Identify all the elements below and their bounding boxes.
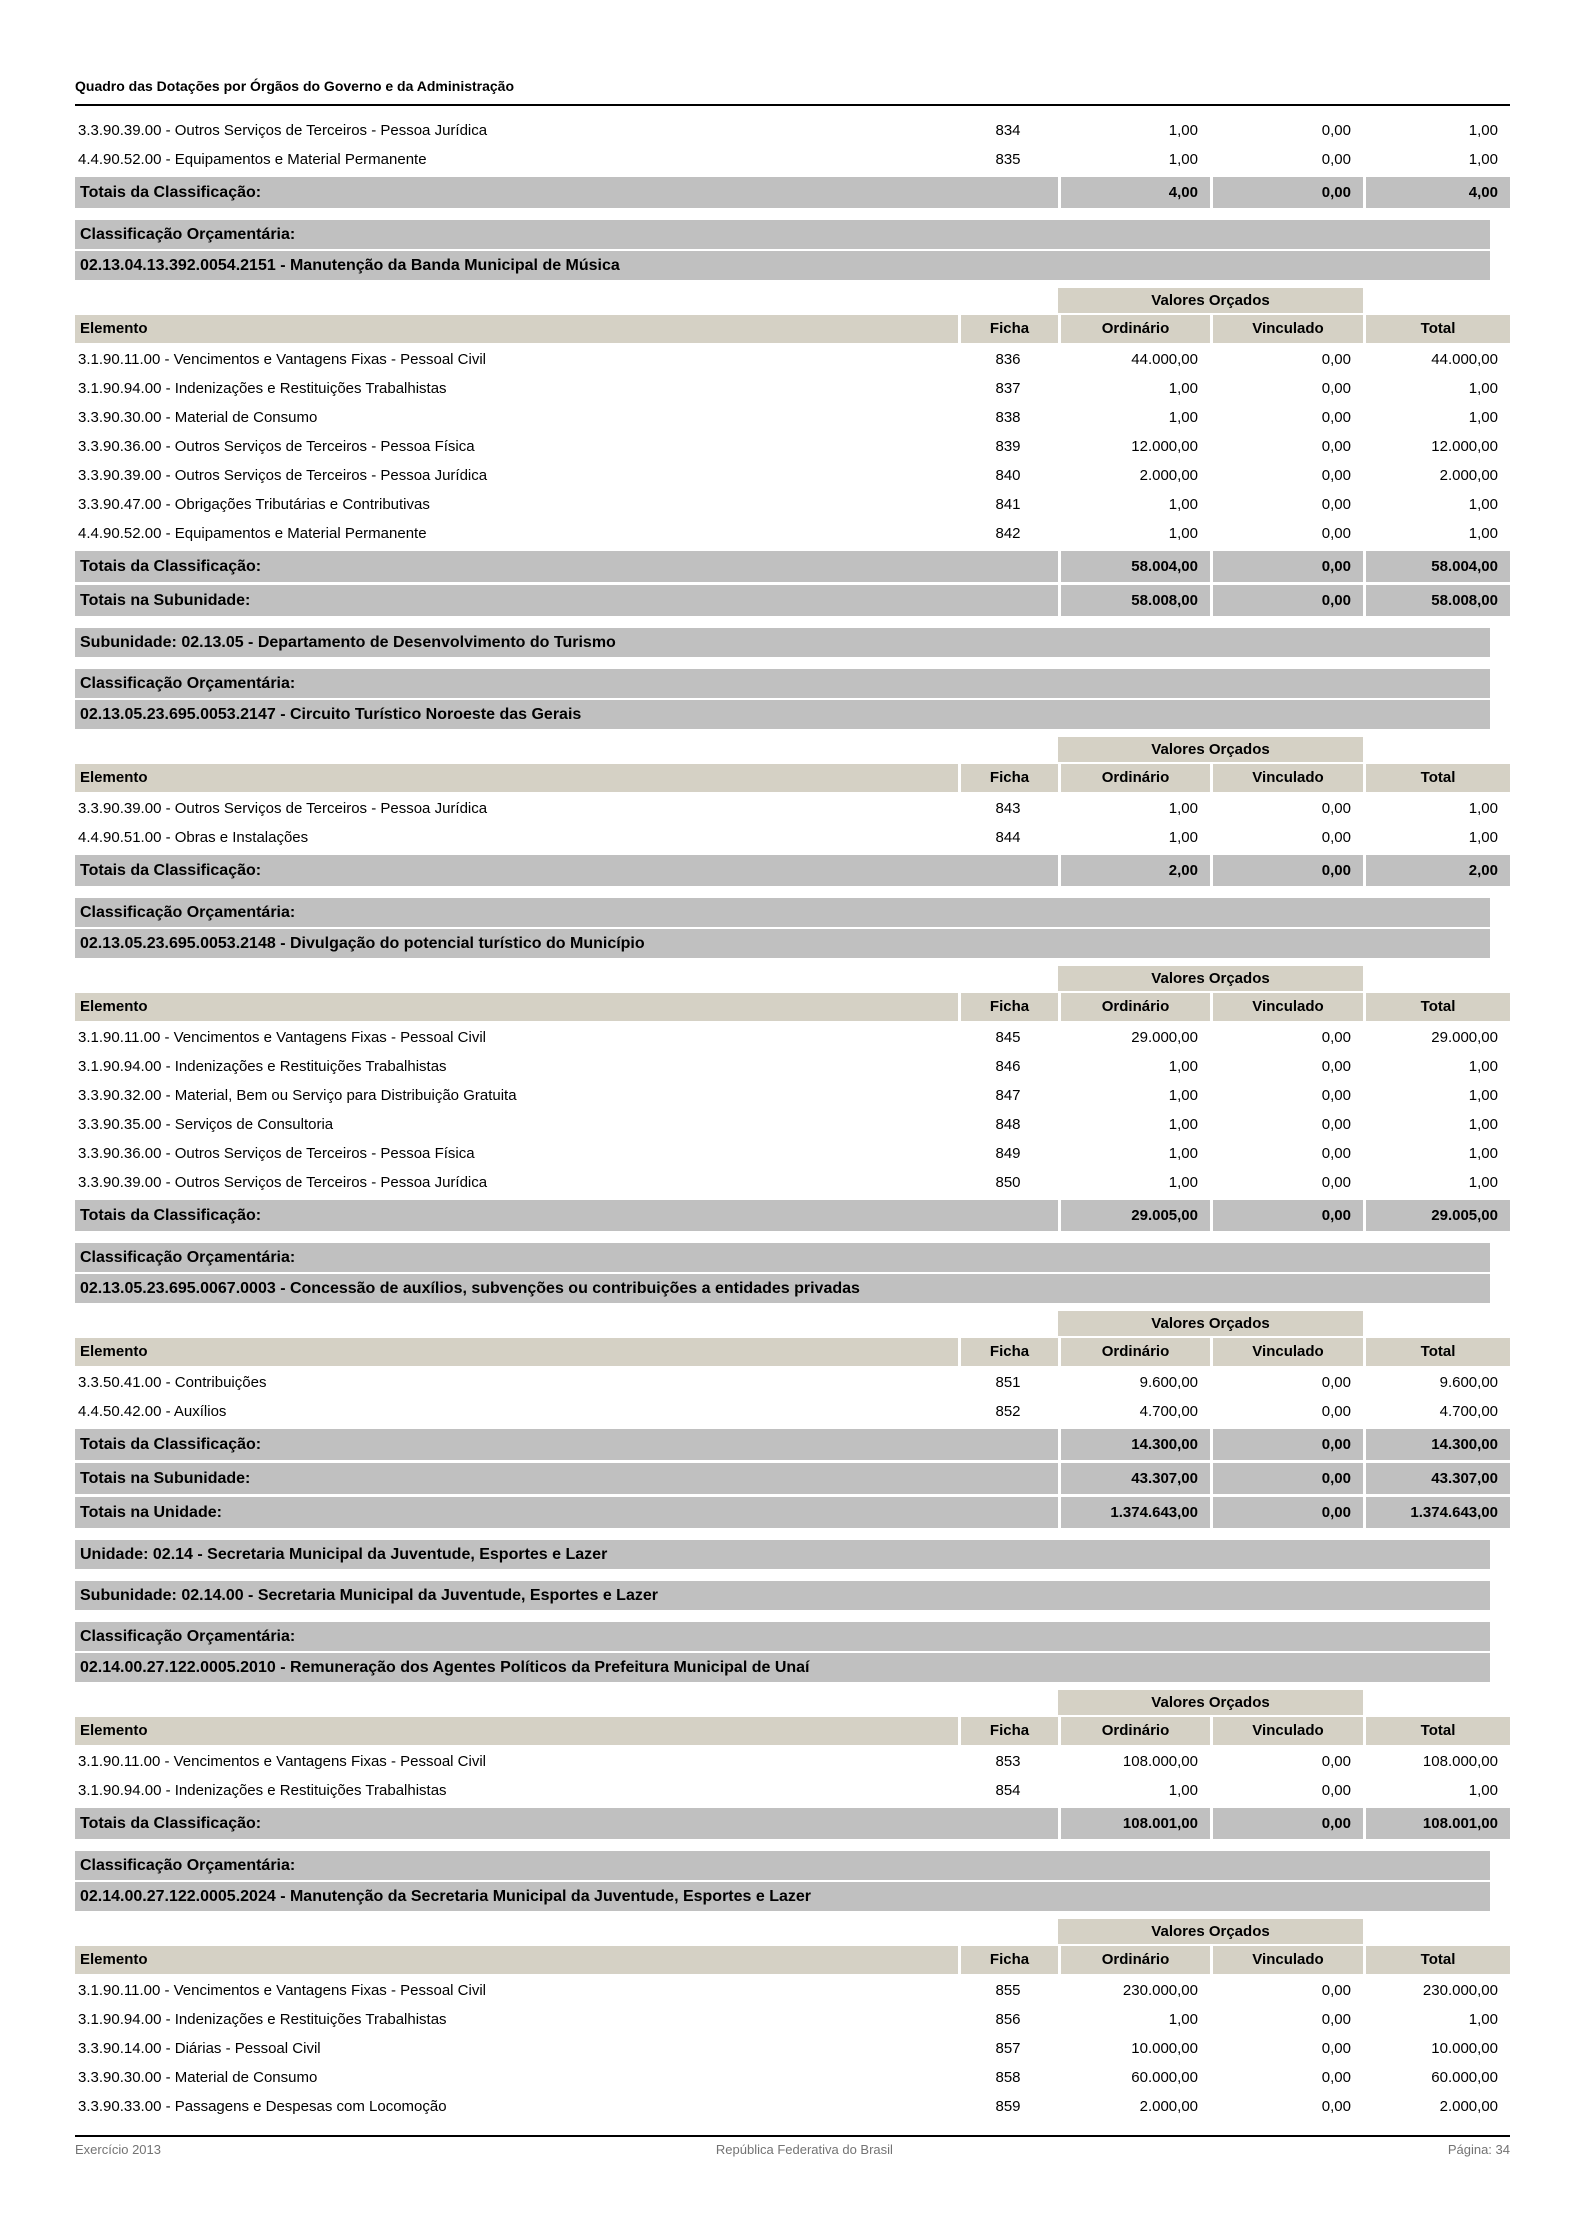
cell-elemento: 3.3.90.14.00 - Diárias - Pessoal Civil: [78, 2040, 321, 2057]
column-header-ordinario: Ordinário: [1058, 1717, 1210, 1745]
cell-ficha: 840: [995, 467, 1021, 484]
cell-total: 1,00: [1468, 380, 1498, 397]
cell-total: 1,00: [1468, 525, 1498, 542]
cell-ordinario: 230.000,00: [1122, 1982, 1198, 1999]
totals-ordinario: 58.004,00: [1058, 551, 1210, 582]
cell-vinculado: 0,00: [1321, 351, 1351, 368]
column-header-total: Total: [1363, 1717, 1510, 1745]
totals-label: Totais na Subunidade:: [75, 585, 1058, 616]
cell-ficha: 841: [995, 496, 1021, 513]
cell-ficha: 842: [995, 525, 1021, 542]
column-headers: [75, 764, 1510, 792]
totals-total: 29.005,00: [1363, 1200, 1510, 1231]
table-row: [75, 490, 1510, 519]
valores-orcados-row: [75, 288, 1510, 313]
cell-vinculado: 0,00: [1321, 1116, 1351, 1133]
cell-ficha: 844: [995, 829, 1021, 846]
cell-total: 1,00: [1468, 1782, 1498, 1799]
cell-ficha: 837: [995, 380, 1021, 397]
cell-vinculado: 0,00: [1321, 1174, 1351, 1191]
totals-row: [75, 1200, 1510, 1231]
table-row: [75, 1110, 1510, 1139]
table-row: [75, 2005, 1510, 2034]
cell-total: 2.000,00: [1439, 467, 1498, 484]
cell-elemento: 3.1.90.94.00 - Indenizações e Restituições Trabalhistas: [78, 2011, 447, 2028]
totals-row: [75, 177, 1510, 208]
cell-total: 230.000,00: [1422, 1982, 1498, 1999]
table-row: [75, 519, 1510, 548]
cell-ficha: 835: [995, 151, 1021, 168]
cell-ordinario: 1,00: [1168, 829, 1198, 846]
totals-ordinario: 29.005,00: [1058, 1200, 1210, 1231]
cell-ficha: 838: [995, 409, 1021, 426]
cell-ficha: 847: [995, 1087, 1021, 1104]
column-header-elemento: Elemento: [75, 1946, 958, 1974]
table-rows: [75, 1368, 1510, 1426]
column-header-ordinario: Ordinário: [1058, 1946, 1210, 1974]
cell-vinculado: 0,00: [1321, 800, 1351, 817]
cell-ficha: 851: [995, 1374, 1021, 1391]
column-header-vinculado: Vinculado: [1210, 993, 1363, 1021]
cell-elemento: 4.4.90.51.00 - Obras e Instalações: [78, 829, 309, 846]
cell-total: 1,00: [1468, 1145, 1498, 1162]
cell-vinculado: 0,00: [1321, 1374, 1351, 1391]
classification-header: Classificação Orçamentária:: [75, 898, 1490, 927]
table-rows: [75, 116, 1510, 174]
totals-label: Totais da Classificação:: [75, 1808, 1058, 1839]
table-row: [75, 1168, 1510, 1197]
cell-elemento: 3.3.50.41.00 - Contribuições: [78, 1374, 267, 1391]
table-row: [75, 2063, 1510, 2092]
page-footer: [75, 2142, 1510, 2157]
column-header-ordinario: Ordinário: [1058, 1338, 1210, 1366]
table-row: [75, 1052, 1510, 1081]
cell-ficha: 839: [995, 438, 1021, 455]
table-row: [75, 794, 1510, 823]
column-headers: [75, 993, 1510, 1021]
table-rows: [75, 1747, 1510, 1805]
cell-total: 1,00: [1468, 2011, 1498, 2028]
table-header: [75, 1690, 1510, 1745]
cell-total: 44.000,00: [1431, 351, 1498, 368]
cell-ordinario: 1,00: [1168, 1174, 1198, 1191]
totals-vinculado: 0,00: [1210, 551, 1363, 582]
cell-total: 108.000,00: [1422, 1753, 1498, 1770]
cell-total: 60.000,00: [1431, 2069, 1498, 2086]
classification-code: 02.14.00.27.122.0005.2024 - Manutenção da Secretaria Municipal da Juventude, Esportes e Lazer: [75, 1882, 1490, 1911]
cell-elemento: 3.1.90.94.00 - Indenizações e Restituições Trabalhistas: [78, 1782, 447, 1799]
cell-elemento: 3.1.90.11.00 - Vencimentos e Vantagens Fixas - Pessoal Civil: [78, 351, 486, 368]
cell-ordinario: 10.000,00: [1131, 2040, 1198, 2057]
table-rows: [75, 1023, 1510, 1197]
report-body: [75, 116, 1510, 2121]
column-header-ficha: Ficha: [958, 764, 1058, 792]
totals-ordinario: 4,00: [1058, 177, 1210, 208]
totals-ordinario: 43.307,00: [1058, 1463, 1210, 1494]
valores-orcados-banner: Valores Orçados: [1058, 966, 1363, 991]
cell-ordinario: 1,00: [1168, 151, 1198, 168]
cell-vinculado: 0,00: [1321, 2011, 1351, 2028]
cell-elemento: 3.1.90.94.00 - Indenizações e Restituições Trabalhistas: [78, 380, 447, 397]
cell-ordinario: 1,00: [1168, 122, 1198, 139]
totals-ordinario: 1.374.643,00: [1058, 1497, 1210, 1528]
cell-ficha: 854: [995, 1782, 1021, 1799]
cell-ficha: 855: [995, 1982, 1021, 1999]
totals-row: [75, 1463, 1510, 1494]
cell-ordinario: 12.000,00: [1131, 438, 1198, 455]
cell-ordinario: 2.000,00: [1139, 2098, 1198, 2115]
cell-vinculado: 0,00: [1321, 1753, 1351, 1770]
cell-total: 4.700,00: [1439, 1403, 1498, 1420]
cell-vinculado: 0,00: [1321, 409, 1351, 426]
footer-page-number: Página: 34: [1447, 2142, 1510, 2157]
cell-vinculado: 0,00: [1321, 1029, 1351, 1046]
cell-vinculado: 0,00: [1321, 829, 1351, 846]
totals-vinculado: 0,00: [1210, 1429, 1363, 1460]
totals-row: [75, 1497, 1510, 1528]
table-row: [75, 1976, 1510, 2005]
cell-ordinario: 1,00: [1168, 1782, 1198, 1799]
table-row: [75, 823, 1510, 852]
cell-ficha: 852: [995, 1403, 1021, 1420]
table-rows: [75, 1976, 1510, 2121]
cell-vinculado: 0,00: [1321, 2040, 1351, 2057]
cell-total: 2.000,00: [1439, 2098, 1498, 2115]
classification-section: [75, 220, 1510, 280]
cell-elemento: 3.1.90.11.00 - Vencimentos e Vantagens Fixas - Pessoal Civil: [78, 1982, 486, 1999]
table-row: [75, 1139, 1510, 1168]
totals-ordinario: 58.008,00: [1058, 585, 1210, 616]
table-rows: [75, 794, 1510, 852]
cell-ficha: 853: [995, 1753, 1021, 1770]
cell-ficha: 856: [995, 2011, 1021, 2028]
totals-total: 1.374.643,00: [1363, 1497, 1510, 1528]
cell-ordinario: 1,00: [1168, 1058, 1198, 1075]
column-headers: [75, 1717, 1510, 1745]
totals-label: Totais da Classificação:: [75, 855, 1058, 886]
valores-orcados-banner: Valores Orçados: [1058, 737, 1363, 762]
table-row: [75, 145, 1510, 174]
column-header-total: Total: [1363, 993, 1510, 1021]
totals-ordinario: 2,00: [1058, 855, 1210, 886]
classification-section: [75, 1243, 1510, 1303]
totals-vinculado: 0,00: [1210, 585, 1363, 616]
cell-elemento: 3.3.90.33.00 - Passagens e Despesas com Locomoção: [78, 2098, 447, 2115]
table-row: [75, 1368, 1510, 1397]
cell-total: 10.000,00: [1431, 2040, 1498, 2057]
column-header-vinculado: Vinculado: [1210, 1946, 1363, 1974]
classification-code: 02.13.05.23.695.0053.2148 - Divulgação do potencial turístico do Município: [75, 929, 1490, 958]
cell-elemento: 3.3.90.30.00 - Material de Consumo: [78, 2069, 318, 2086]
column-header-vinculado: Vinculado: [1210, 315, 1363, 343]
cell-ficha: 836: [995, 351, 1021, 368]
column-header-ficha: Ficha: [958, 1717, 1058, 1745]
cell-ficha: 857: [995, 2040, 1021, 2057]
cell-ficha: 849: [995, 1145, 1021, 1162]
cell-ordinario: 1,00: [1168, 1116, 1198, 1133]
totals-vinculado: 0,00: [1210, 177, 1363, 208]
table-rows: [75, 345, 1510, 548]
cell-total: 1,00: [1468, 829, 1498, 846]
column-header-total: Total: [1363, 1946, 1510, 1974]
column-header-total: Total: [1363, 315, 1510, 343]
cell-elemento: 3.3.90.39.00 - Outros Serviços de Terceiros - Pessoa Jurídica: [78, 467, 488, 484]
cell-vinculado: 0,00: [1321, 438, 1351, 455]
column-header-vinculado: Vinculado: [1210, 1717, 1363, 1745]
cell-vinculado: 0,00: [1321, 1087, 1351, 1104]
column-header-vinculado: Vinculado: [1210, 1338, 1363, 1366]
column-header-vinculado: Vinculado: [1210, 764, 1363, 792]
cell-elemento: 3.3.90.30.00 - Material de Consumo: [78, 409, 318, 426]
cell-elemento: 3.3.90.32.00 - Material, Bem ou Serviço para Distribuição Gratuita: [78, 1087, 517, 1104]
valores-orcados-banner: Valores Orçados: [1058, 288, 1363, 313]
totals-row: [75, 855, 1510, 886]
cell-ordinario: 2.000,00: [1139, 467, 1198, 484]
cell-ordinario: 1,00: [1168, 409, 1198, 426]
cell-ordinario: 4.700,00: [1139, 1403, 1198, 1420]
totals-vinculado: 0,00: [1210, 1463, 1363, 1494]
cell-ordinario: 1,00: [1168, 1087, 1198, 1104]
cell-ficha: 843: [995, 800, 1021, 817]
cell-elemento: 3.3.90.36.00 - Outros Serviços de Terceiros - Pessoa Física: [78, 438, 475, 455]
cell-total: 29.000,00: [1431, 1029, 1498, 1046]
subunit-bar: Subunidade: 02.13.05 - Departamento de Desenvolvimento do Turismo: [75, 628, 1490, 657]
table-row: [75, 1397, 1510, 1426]
cell-vinculado: 0,00: [1321, 151, 1351, 168]
table-header: [75, 737, 1510, 792]
totals-vinculado: 0,00: [1210, 1200, 1363, 1231]
cell-total: 1,00: [1468, 1058, 1498, 1075]
column-header-ordinario: Ordinário: [1058, 315, 1210, 343]
cell-vinculado: 0,00: [1321, 2069, 1351, 2086]
cell-ordinario: 1,00: [1168, 496, 1198, 513]
cell-ficha: 834: [995, 122, 1021, 139]
totals-label: Totais na Unidade:: [75, 1497, 1058, 1528]
totals-ordinario: 14.300,00: [1058, 1429, 1210, 1460]
valores-orcados-row: [75, 966, 1510, 991]
table-row: [75, 374, 1510, 403]
cell-elemento: 3.1.90.94.00 - Indenizações e Restituições Trabalhistas: [78, 1058, 447, 1075]
cell-ordinario: 1,00: [1168, 525, 1198, 542]
cell-elemento: 4.4.90.52.00 - Equipamentos e Material Permanente: [78, 151, 427, 168]
cell-total: 12.000,00: [1431, 438, 1498, 455]
cell-elemento: 4.4.90.52.00 - Equipamentos e Material Permanente: [78, 525, 427, 542]
cell-ordinario: 44.000,00: [1131, 351, 1198, 368]
classification-header: Classificação Orçamentária:: [75, 669, 1490, 698]
table-row: [75, 345, 1510, 374]
classification-section: [75, 669, 1510, 729]
cell-vinculado: 0,00: [1321, 1403, 1351, 1420]
subunit-bar: Subunidade: 02.14.00 - Secretaria Municipal da Juventude, Esportes e Lazer: [75, 1581, 1490, 1610]
column-headers: [75, 1946, 1510, 1974]
cell-ficha: 848: [995, 1116, 1021, 1133]
cell-total: 1,00: [1468, 1087, 1498, 1104]
table-row: [75, 461, 1510, 490]
column-header-ficha: Ficha: [958, 1946, 1058, 1974]
cell-vinculado: 0,00: [1321, 467, 1351, 484]
table-row: [75, 1747, 1510, 1776]
classification-code: 02.13.05.23.695.0067.0003 - Concessão de auxílios, subvenções ou contribuições a entidades privadas: [75, 1274, 1490, 1303]
cell-ordinario: 108.000,00: [1122, 1753, 1198, 1770]
cell-ordinario: 1,00: [1168, 380, 1198, 397]
cell-ficha: 850: [995, 1174, 1021, 1191]
cell-ordinario: 1,00: [1168, 1145, 1198, 1162]
cell-vinculado: 0,00: [1321, 1782, 1351, 1799]
column-header-elemento: Elemento: [75, 993, 958, 1021]
totals-row: [75, 551, 1510, 582]
column-header-ficha: Ficha: [958, 993, 1058, 1021]
totals-row: [75, 585, 1510, 616]
cell-vinculado: 0,00: [1321, 525, 1351, 542]
column-header-total: Total: [1363, 1338, 1510, 1366]
footer-exercise: Exercício 2013: [75, 2142, 161, 2157]
column-headers: [75, 315, 1510, 343]
footer-divider: [75, 2135, 1510, 2137]
classification-code: 02.14.00.27.122.0005.2010 - Remuneração dos Agentes Políticos da Prefeitura Municipal de Unaí: [75, 1653, 1490, 1682]
cell-ficha: 845: [995, 1029, 1021, 1046]
valores-orcados-row: [75, 1919, 1510, 1944]
cell-elemento: 3.3.90.39.00 - Outros Serviços de Terceiros - Pessoa Jurídica: [78, 1174, 488, 1191]
footer-country: República Federativa do Brasil: [715, 2142, 893, 2157]
cell-total: 1,00: [1468, 409, 1498, 426]
cell-elemento: 3.3.90.39.00 - Outros Serviços de Terceiros - Pessoa Jurídica: [78, 122, 488, 139]
totals-total: 14.300,00: [1363, 1429, 1510, 1460]
classification-header: Classificação Orçamentária:: [75, 1243, 1490, 1272]
cell-vinculado: 0,00: [1321, 1982, 1351, 1999]
column-header-elemento: Elemento: [75, 1717, 958, 1745]
cell-ordinario: 60.000,00: [1131, 2069, 1198, 2086]
table-row: [75, 116, 1510, 145]
cell-elemento: 3.3.90.35.00 - Serviços de Consultoria: [78, 1116, 334, 1133]
column-header-ordinario: Ordinário: [1058, 993, 1210, 1021]
cell-ordinario: 9.600,00: [1139, 1374, 1198, 1391]
cell-total: 1,00: [1468, 1174, 1498, 1191]
classification-code: 02.13.04.13.392.0054.2151 - Manutenção da Banda Municipal de Música: [75, 251, 1490, 280]
table-row: [75, 403, 1510, 432]
totals-row: [75, 1429, 1510, 1460]
column-header-elemento: Elemento: [75, 1338, 958, 1366]
totals-total: 58.008,00: [1363, 585, 1510, 616]
totals-vinculado: 0,00: [1210, 855, 1363, 886]
cell-total: 9.600,00: [1439, 1374, 1498, 1391]
unit-bar: Unidade: 02.14 - Secretaria Municipal da Juventude, Esportes e Lazer: [75, 1540, 1490, 1569]
column-header-ficha: Ficha: [958, 315, 1058, 343]
top-divider: [75, 104, 1510, 106]
cell-vinculado: 0,00: [1321, 1058, 1351, 1075]
column-header-ficha: Ficha: [958, 1338, 1058, 1366]
totals-vinculado: 0,00: [1210, 1808, 1363, 1839]
cell-elemento: 4.4.50.42.00 - Auxílios: [78, 1403, 227, 1420]
totals-vinculado: 0,00: [1210, 1497, 1363, 1528]
cell-elemento: 3.3.90.36.00 - Outros Serviços de Terceiros - Pessoa Física: [78, 1145, 475, 1162]
cell-total: 1,00: [1468, 151, 1498, 168]
column-header-elemento: Elemento: [75, 764, 958, 792]
cell-total: 1,00: [1468, 1116, 1498, 1133]
table-row: [75, 1023, 1510, 1052]
table-row: [75, 432, 1510, 461]
cell-elemento: 3.3.90.39.00 - Outros Serviços de Terceiros - Pessoa Jurídica: [78, 800, 488, 817]
cell-total: 1,00: [1468, 122, 1498, 139]
totals-total: 58.004,00: [1363, 551, 1510, 582]
cell-ficha: 859: [995, 2098, 1021, 2115]
totals-total: 2,00: [1363, 855, 1510, 886]
cell-vinculado: 0,00: [1321, 2098, 1351, 2115]
table-row: [75, 1081, 1510, 1110]
classification-code: 02.13.05.23.695.0053.2147 - Circuito Turístico Noroeste das Gerais: [75, 700, 1490, 729]
table-header: [75, 288, 1510, 343]
valores-orcados-row: [75, 1690, 1510, 1715]
classification-header: Classificação Orçamentária:: [75, 1622, 1490, 1651]
totals-row: [75, 1808, 1510, 1839]
totals-total: 108.001,00: [1363, 1808, 1510, 1839]
totals-label: Totais na Subunidade:: [75, 1463, 1058, 1494]
totals-label: Totais da Classificação:: [75, 177, 1058, 208]
valores-orcados-banner: Valores Orçados: [1058, 1690, 1363, 1715]
table-row: [75, 1776, 1510, 1805]
totals-ordinario: 108.001,00: [1058, 1808, 1210, 1839]
valores-orcados-banner: Valores Orçados: [1058, 1311, 1363, 1336]
totals-label: Totais da Classificação:: [75, 1200, 1058, 1231]
classification-header: Classificação Orçamentária:: [75, 1851, 1490, 1880]
table-header: [75, 1919, 1510, 1974]
totals-label: Totais da Classificação:: [75, 1429, 1058, 1460]
cell-ficha: 858: [995, 2069, 1021, 2086]
cell-vinculado: 0,00: [1321, 122, 1351, 139]
cell-total: 1,00: [1468, 800, 1498, 817]
totals-total: 4,00: [1363, 177, 1510, 208]
table-row: [75, 2034, 1510, 2063]
totals-label: Totais da Classificação:: [75, 551, 1058, 582]
cell-ordinario: 1,00: [1168, 800, 1198, 817]
cell-vinculado: 0,00: [1321, 496, 1351, 513]
cell-vinculado: 0,00: [1321, 380, 1351, 397]
page-title: Quadro das Dotações por Órgãos do Governo e da Administração: [75, 78, 515, 94]
cell-ordinario: 1,00: [1168, 2011, 1198, 2028]
cell-ordinario: 29.000,00: [1131, 1029, 1198, 1046]
column-header-ordinario: Ordinário: [1058, 764, 1210, 792]
valores-orcados-row: [75, 737, 1510, 762]
classification-section: [75, 1851, 1510, 1911]
classification-section: [75, 898, 1510, 958]
cell-elemento: 3.1.90.11.00 - Vencimentos e Vantagens Fixas - Pessoal Civil: [78, 1753, 486, 1770]
classification-section: [75, 1622, 1510, 1682]
column-headers: [75, 1338, 1510, 1366]
column-header-elemento: Elemento: [75, 315, 958, 343]
cell-elemento: 3.3.90.47.00 - Obrigações Tributárias e Contributivas: [78, 496, 430, 513]
cell-ficha: 846: [995, 1058, 1021, 1075]
table-header: [75, 1311, 1510, 1366]
totals-total: 43.307,00: [1363, 1463, 1510, 1494]
valores-orcados-banner: Valores Orçados: [1058, 1919, 1363, 1944]
valores-orcados-row: [75, 1311, 1510, 1336]
cell-total: 1,00: [1468, 496, 1498, 513]
cell-vinculado: 0,00: [1321, 1145, 1351, 1162]
classification-header: Classificação Orçamentária:: [75, 220, 1490, 249]
table-row: [75, 2092, 1510, 2121]
cell-elemento: 3.1.90.11.00 - Vencimentos e Vantagens Fixas - Pessoal Civil: [78, 1029, 486, 1046]
table-header: [75, 966, 1510, 1021]
column-header-total: Total: [1363, 764, 1510, 792]
